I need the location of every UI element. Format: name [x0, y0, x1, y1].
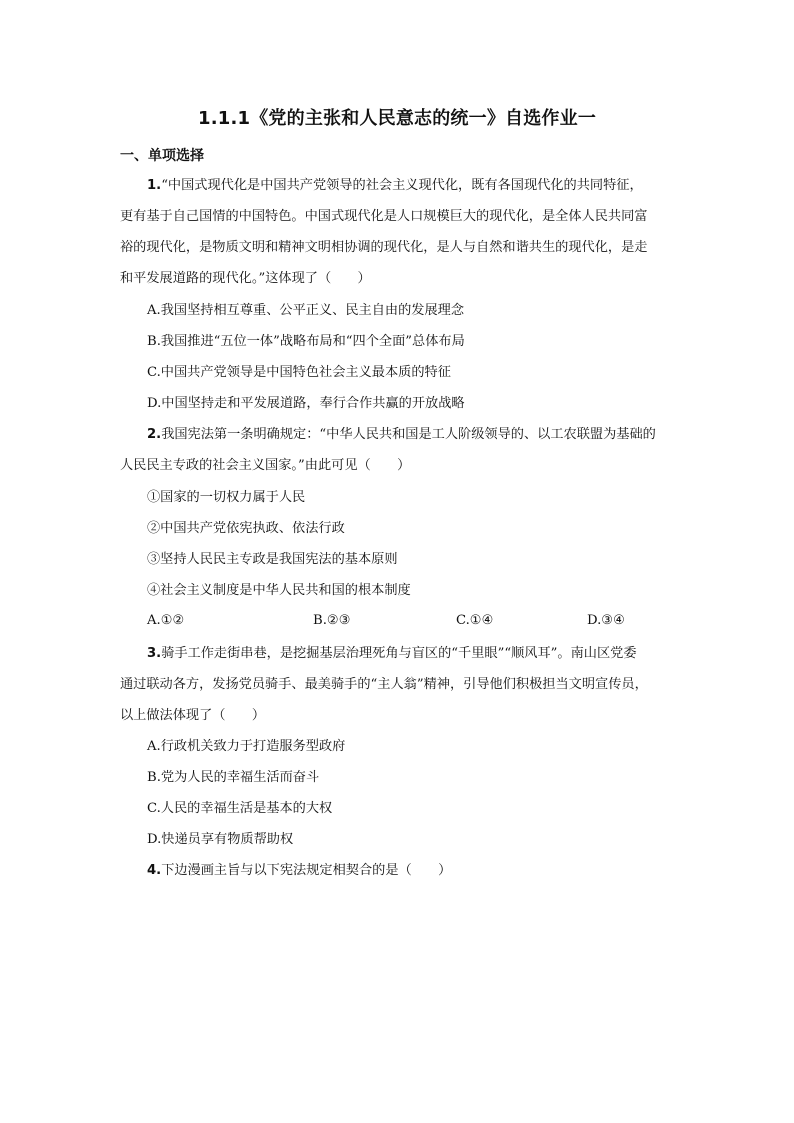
- question-1-option-a[interactable]: A.我国坚持相互尊重、公平正义、民主自由的发展理念: [147, 303, 465, 318]
- question-2-text: 我国宪法第一条明确规定：“中华人民共和国是工人阶级领导的、以工农联盟为基础的: [161, 427, 656, 442]
- question-4-number: 4.: [147, 863, 162, 878]
- page-title: 1.1.1《党的主张和人民意志的统一》自选作业一: [197, 108, 597, 129]
- question-3-option-a[interactable]: A.行政机关致力于打造服务型政府: [147, 739, 346, 754]
- question-2-statement-1: ①国家的一切权力属于人民: [147, 490, 306, 505]
- question-2-choice-c[interactable]: C.①④: [456, 613, 494, 628]
- question-2-number: 2.: [147, 427, 162, 442]
- question-2-statement-2: ②中国共产党依宪执政、依法行政: [147, 521, 345, 536]
- question-2-line-1: [147, 426, 656, 444]
- question-1-option-c[interactable]: C.中国共产党领导是中国特色社会主义最本质的特征: [147, 365, 451, 380]
- question-3-number: 3.: [147, 646, 162, 661]
- question-1-line-4: 和平发展道路的现代化。”这体现了（ ）: [120, 271, 371, 286]
- question-3-option-b[interactable]: B.党为人民的幸福生活而奋斗: [147, 770, 320, 785]
- question-1-line-3: 裕的现代化，是物质文明和精神文明相协调的现代化，是人与自然和谐共生的现代化，是走: [120, 240, 648, 255]
- question-2-statement-3: ③坚持人民民主专政是我国宪法的基本原则: [147, 552, 398, 567]
- question-2-choice-d[interactable]: D.③④: [587, 613, 625, 628]
- question-2-choice-b[interactable]: B.②③: [313, 613, 351, 628]
- question-1-number: 1.: [147, 178, 162, 193]
- question-2-choice-a[interactable]: A.①②: [147, 613, 185, 628]
- question-1-option-b[interactable]: B.我国推进“五位一体”战略布局和“四个全面”总体布局: [147, 334, 465, 349]
- question-3-text: 骑手工作走街串巷，是挖掘基层治理死角与盲区的“千里眼”“顺风耳”。南山区党委: [161, 646, 637, 661]
- question-4-text: 下边漫画主旨与以下宪法规定相契合的是（ ）: [161, 863, 452, 878]
- section-heading: 一、单项选择: [120, 148, 204, 164]
- question-3-option-d[interactable]: D.快递员享有物质帮助权: [147, 832, 294, 847]
- question-1-text: “中国式现代化是中国共产党领导的社会主义现代化，既有各国现代化的共同特征，: [161, 178, 643, 193]
- question-3-line-1: [147, 645, 637, 663]
- question-3-line-2: 通过联动各方，发扬党员骑手、最美骑手的“主人翁”精神，引导他们积极担当文明宣传员，: [120, 677, 648, 692]
- question-2-line-2: 人民民主专政的社会主义国家。”由此可见（ ）: [120, 458, 411, 473]
- question-2-statement-4: ④社会主义制度是中华人民共和国的根本制度: [147, 583, 411, 598]
- question-3-option-c[interactable]: C.人民的幸福生活是基本的大权: [147, 801, 333, 816]
- question-1-option-d[interactable]: D.中国坚持走和平发展道路，奉行合作共赢的开放战略: [147, 396, 465, 411]
- question-4-line-1: [147, 862, 451, 880]
- question-1-line-1: [147, 177, 643, 195]
- question-1-line-2: 更有基于自己国情的中国特色。中国式现代化是人口规模巨大的现代化，是全体人民共同富: [120, 209, 648, 224]
- question-3-line-3: 以上做法体现了（ ）: [120, 708, 266, 723]
